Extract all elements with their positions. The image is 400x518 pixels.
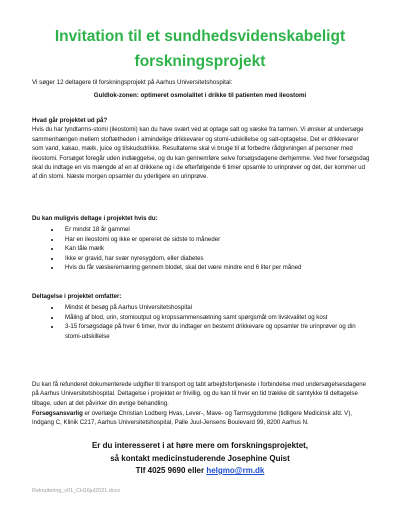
page-title <box>32 24 368 74</box>
list-item: • Kan tåle mælk <box>61 244 370 253</box>
email-link[interactable]: helgmo@rm.dk <box>206 466 265 475</box>
eligibility-list <box>32 225 370 272</box>
participation-list <box>32 303 370 341</box>
compensation-text: Du kan få refunderet dokumenterede udgifter til transport og tabt arbejdsfortjeneste i forbindelse med undersøgelsesdagene på Aarhus Universitetshospital. Deltagelse i projektet er frivillig, og du kan til hver en tid trække dit samtykke til deltagelse tilbage, uden at det påvirker din øvrige behandling. <box>32 381 367 407</box>
project-subtitle: Guldlok-zonen: optimeret osmolalitet i drikke til patienten med ileostomi <box>93 92 307 99</box>
footer-filename: Rekruttering_v01_CH16jul2021.docx <box>32 488 121 494</box>
section-about <box>32 116 370 182</box>
intro-text: Vi søger 12 deltagere til forskningsprojekt på Aarhus Universitetshospital: <box>32 79 233 86</box>
responsible-label: Forsøgsansvarlig <box>32 410 83 417</box>
section-eligibility-heading: Du kan muligvis deltage i projektet hvis du: <box>32 215 158 222</box>
section-about-text: Hvis du har tyndtarms-stomi (ileostomi) kan du have svært ved at optage salt og væske fra tarmen. Vi ønsker at undersøge sammenhængen mellem stoftætheden i almindelige drikkevarer og stomi-udskillelse og salt-optagelse. Det er drikkevarer som vand, kakao, mælk, juice og tilskudsdrikke. Resultaterne skal vi bruge til at forbedre rådgivningen af personer med ileostomi. Forsøget foregår uden indlæggelse, og du kan gennemføre selve forsøgsdagene derhjemme. Ved hver forsøgsdag skal du indtage en vis mængde af en af drikkene og i de efterfølgende 6 timer opsamle to urinprøver og det, der kommer ud af din stomi. Næste morgen opsamler du yderligere en urinprøve. <box>32 126 370 181</box>
section-eligibility <box>32 214 370 272</box>
title-line-2: forskningsprojekt <box>134 53 266 70</box>
list-item: • Måling af blod, urin, stomioutput og kropssammensætning samt spørgsmål om livskvalitet og kost <box>61 313 370 322</box>
responsible-details: er overlæge Christian Lodberg Hvas, Lever-, Mave- og Tarmsygdomme (tidligere Medicinsk afd. V), Indgang C, Klinik C217, Aarhus Universitetshospital, Palle Juul-Jensens Boulevard 99, 8200 Aarhus N. <box>32 410 352 427</box>
section-about-heading: Hvad går projektet ud på? <box>32 117 108 124</box>
section-participation-heading: Deltagelse i projektet omfatter: <box>32 293 122 300</box>
list-item: • Ikke er gravid, har svær nyresygdom, eller diabetes <box>61 254 370 263</box>
list-item: • Har en ileostomi og ikke er opereret de sidste to måneder <box>61 235 370 244</box>
list-item: • 3-15 forsøgsdage på hver 6 timer, hvor du indtager en bestemt drikkevare og opsamler tre urinprøver og din stomi-udskillelse <box>61 322 370 341</box>
responsible-text <box>32 409 370 428</box>
contact-line-3 <box>32 465 368 478</box>
title-line-1: Invitation til et sundhedsvidenskabeligt <box>54 28 346 45</box>
list-item: • Mindst ét besøg på Aarhus Universitetshospital <box>61 303 370 312</box>
contact-phone: Tlf 4025 9690 eller <box>135 466 207 475</box>
contact-line-1: Er du interesseret i at høre mere om forskningsprojektet, <box>91 441 309 450</box>
list-item: • Hvis du får væske/ernæring gennem blodet, skal det være mindre end 6 liter per måned <box>61 263 370 272</box>
contact-line-2: så kontakt medicinstuderende Josephine Quist <box>110 453 290 463</box>
section-participation <box>32 292 370 341</box>
list-item: • Er mindst 18 år gammel <box>61 225 370 234</box>
contact-block <box>32 440 368 478</box>
